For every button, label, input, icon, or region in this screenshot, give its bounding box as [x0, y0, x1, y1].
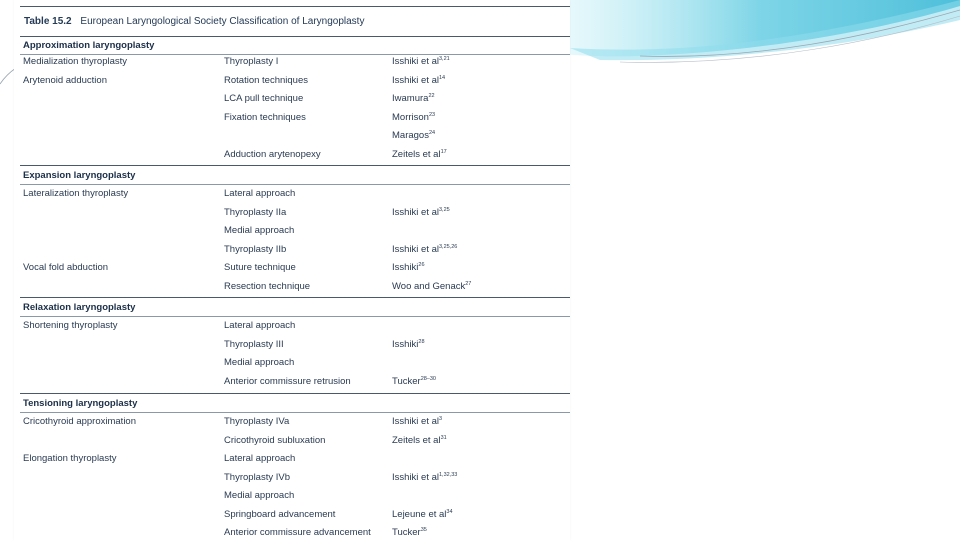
table-cell-technique: Rotation techniques	[224, 74, 308, 86]
section-heading-rule	[20, 184, 570, 185]
reference-superscript: 3,21	[439, 55, 450, 62]
table-cell-reference: Isshiki et $al^3$	[392, 415, 443, 427]
table-cell-technique: Anterior commissure retrusion	[224, 375, 351, 387]
table-cell-reference: Isshiki et al$^{3,25}$	[392, 206, 450, 218]
table-cell-technique: Thyroplasty I	[224, 56, 279, 67]
top-rule	[20, 6, 570, 7]
reference-superscript: 3	[439, 415, 443, 422]
section-divider-rule	[20, 297, 570, 298]
table-cell-laryngoplasty-type: Elongation thyroplasty	[23, 453, 117, 464]
table-cell-technique: Thyroplasty III	[224, 338, 284, 350]
table-title: European Laryngological Society Classification of Laryngoplasty	[80, 16, 365, 27]
table-cell-technique: Lateral approach	[224, 320, 296, 331]
table-cell-reference: Isshiki et al$^{1,32,33}$	[392, 471, 458, 483]
table-cell-technique: Fixation techniques	[224, 111, 306, 123]
section-heading: Relaxation laryngoplasty	[23, 302, 136, 313]
table-cell-technique: Thyroplasty IIb	[224, 243, 287, 255]
reference-superscript: 3,25	[439, 206, 450, 213]
reference-superscript: 1,32,33	[439, 471, 458, 478]
table-cell-technique: LCA pull technique	[224, 93, 304, 104]
table-cell-reference: Isshiki et al$^{3,21}$	[392, 55, 450, 67]
table-cell-reference: Iwamura$^{22}$	[392, 92, 435, 104]
table-cell-technique: Thyroplasty IVa	[224, 416, 290, 427]
table-cell-laryngoplasty-type: Medialization thyroplasty	[23, 56, 128, 67]
table-caption	[24, 16, 364, 27]
table-document-page	[14, 0, 570, 540]
table-cell-reference: Maragos$^{24}$	[392, 129, 436, 141]
table-cell-laryngoplasty-type: Arytenoid adduction	[23, 74, 107, 86]
reference-superscript: 3,25,26	[439, 243, 458, 250]
section-heading: Expansion laryngoplasty	[23, 170, 136, 181]
reference-superscript: 24	[428, 129, 436, 136]
reference-superscript: 23	[428, 111, 436, 118]
reference-superscript: 28	[418, 338, 425, 345]
table-cell-technique: Anterior commissure advancement	[224, 527, 371, 538]
section-heading: Approximation laryngoplasty	[23, 40, 155, 51]
table-cell-reference: Zeitels et $al^{17}$	[392, 148, 447, 160]
table-cell-technique: Lateral approach	[224, 188, 296, 199]
reference-superscript: 31	[440, 434, 447, 441]
section-divider-rule	[20, 393, 570, 394]
table-cell-laryngoplasty-type: Cricothyroid approximation	[23, 416, 136, 427]
section-divider-rule	[20, 165, 570, 166]
table-cell-technique: Cricothyroid subluxation	[224, 434, 326, 446]
reference-superscript: 28–30	[420, 375, 436, 382]
table-number: Table 15.2	[24, 16, 72, 27]
reference-superscript: 34	[446, 508, 453, 515]
table-cell-laryngoplasty-type: Shortening thyroplasty	[23, 320, 118, 331]
table-cell-technique: Medial approach	[224, 490, 295, 501]
reference-superscript: 26	[418, 261, 425, 268]
table-cell-reference: Isshiki et al$^{3,25,26}$	[392, 243, 458, 255]
reference-superscript: 17	[440, 148, 447, 155]
table-cell-technique: Thyroplasty IVb	[224, 471, 290, 483]
table-cell-reference: Zeitels et $al^{31}$	[392, 434, 447, 446]
reference-superscript: 14	[439, 74, 446, 81]
table-cell-reference: Woo and Genack$^{27}$	[392, 280, 472, 292]
section-heading-rule	[20, 412, 570, 413]
reference-superscript: 35	[420, 526, 427, 533]
section-heading: Tensioning laryngoplasty	[23, 398, 138, 409]
table-cell-reference: Tucker$^{35}$	[392, 526, 427, 538]
table-cell-technique: Lateral approach	[224, 453, 296, 464]
table-cell-technique: Adduction arytenopexy	[224, 148, 321, 160]
table-cell-reference: Isshiki$^{26}$	[392, 261, 425, 273]
table-cell-reference: Isshiki$^{28}$	[392, 338, 425, 350]
reference-superscript: 27	[465, 280, 472, 287]
table-cell-reference: Tucker$^{28-30}$	[392, 375, 436, 387]
table-cell-reference: Lejeune et $al^{34}$	[392, 508, 453, 520]
table-cell-technique: Thyroplasty IIa	[224, 206, 287, 218]
reference-superscript: 22	[428, 92, 435, 99]
table-cell-reference: Morrison$^{23}$	[392, 111, 436, 123]
table-cell-laryngoplasty-type: Vocal fold abduction	[23, 262, 109, 273]
table-cell-technique: Medial approach	[224, 357, 295, 368]
section-heading-rule	[20, 54, 570, 55]
table-cell-technique: Resection technique	[224, 280, 311, 292]
table-cell-technique: Springboard advancement	[224, 508, 336, 520]
table-cell-technique: Suture technique	[224, 262, 296, 273]
caption-rule	[20, 36, 570, 37]
table-cell-reference: Isshiki et $al^{14}$	[392, 74, 446, 86]
table-cell-technique: Medial approach	[224, 225, 295, 236]
table-cell-laryngoplasty-type: Lateralization thyroplasty	[23, 188, 129, 199]
section-heading-rule	[20, 316, 570, 317]
